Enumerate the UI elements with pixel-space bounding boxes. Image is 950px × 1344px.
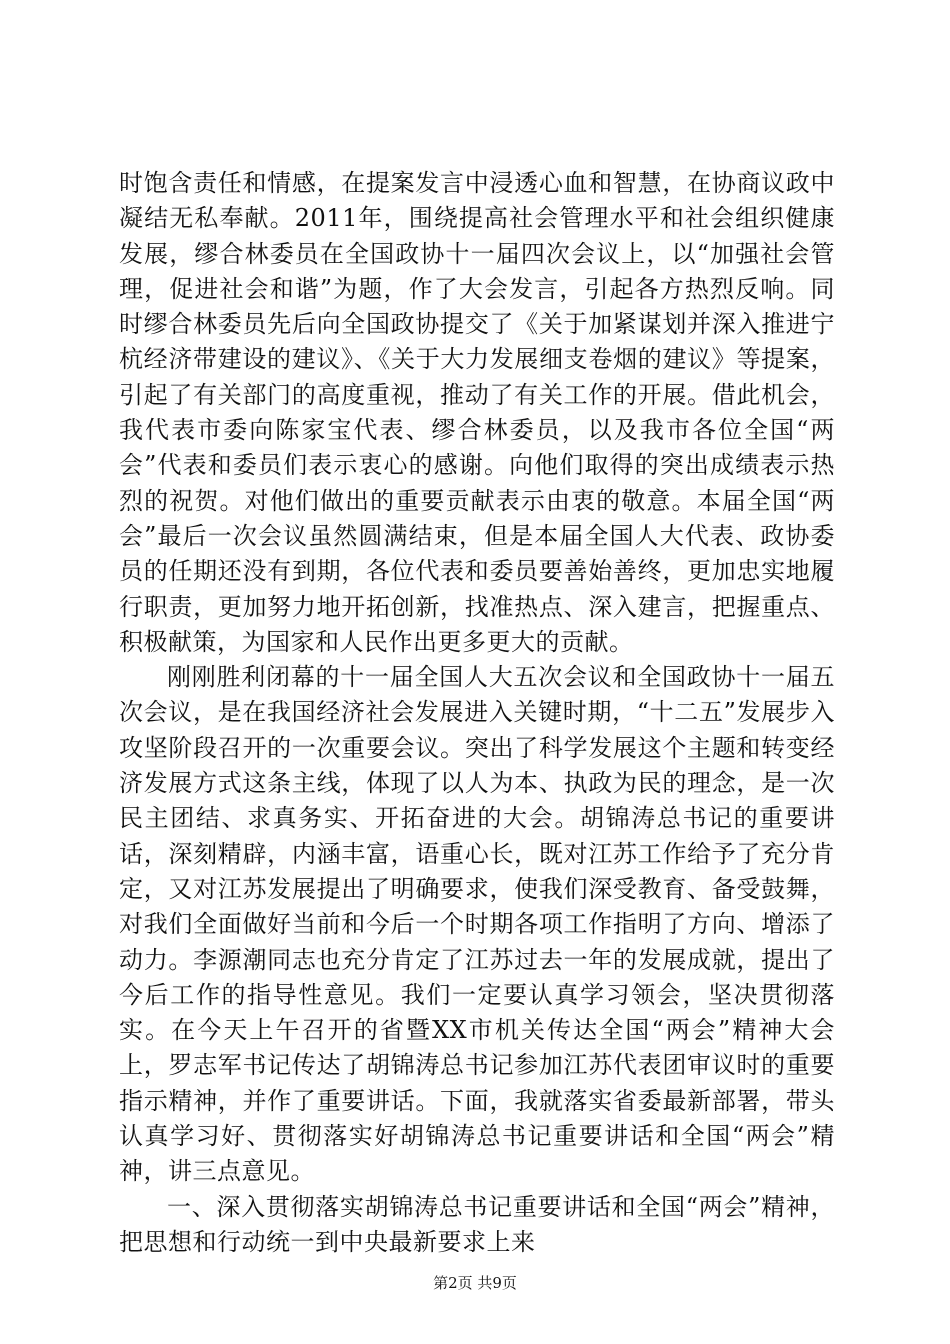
section-heading-one: 一、深入贯彻落实胡锦涛总书记重要讲话和全国“两会”精神，把思想和行动统一到中央最新要求上来 xyxy=(119,1192,835,1256)
body-text xyxy=(119,166,835,1260)
page-number-footer: 第2页 共9页 xyxy=(433,1274,517,1292)
paragraph-two-sessions-summary: 刚刚胜利闭幕的十一届全国人大五次会议和全国政协十一届五次会议，是在我国经济社会发展进入关键时期，“十二五”发展步入攻坚阶段召开的一次重要会议。突出了科学发展这个主题和转变经济发展方式这条主线，体现了以人为本、执政为民的理念，是一次民主团结、求真务实、开拓奋进的大会。胡锦涛总书记的重要讲话，深刻精辟，内涵丰富，语重心长，既对江苏工作给予了充分肯定，又对江苏发展提出了明确要求，使我们深受教育、备受鼓舞，对我们全面做好当前和今后一个时期各项工作指明了方向、增添了动力。李源潮同志也充分肯定了江苏过去一年的发展成就，提出了今后工作的指导性意见。我们一定要认真学习领会，坚决贯彻落实。在今天上午召开的省暨XX市机关传达全国“两会”精神大会上，罗志军书记传达了胡锦涛总书记参加江苏代表团审议时的重要指示精神，并作了重要讲话。下面，我就落实省委最新部署，带头认真学习好、贯彻落实好胡锦涛总书记重要讲话和全国“两会”精神，讲三点意见。 xyxy=(119,663,835,1186)
paragraph-continuation: 时饱含责任和情感，在提案发言中浸透心血和智慧，在协商议政中凝结无私奉献。2011年，围绕提高社会管理水平和社会组织健康发展，缪合林委员在全国政协十一届四次会议上，以“加强社会管理，促进社会和谐”为题，作了大会发言，引起各方热烈反响。同时缪合林委员先后向全国政协提交了《关于加紧谋划并深入推进宁杭经济带建设的建议》、《关于大力发展细支卷烟的建议》等提案，引起了有关部门的高度重视，推动了有关工作的开展。借此机会，我代表市委向陈家宝代表、缪合林委员，以及我市各位全国“两会”代表和委员们表示衷心的感谢。向他们取得的突出成绩表示热烈的祝贺。对他们做出的重要贡献表示由衷的敬意。本届全国“两会”最后一次会议虽然圆满结束，但是本届全国人大代表、政协委员的任期还没有到期，各位代表和委员要善始善终，更加忠实地履行职责，更加努力地开拓创新，找准热点、深入建言，把握重点、积极献策，为国家和人民作出更多更大的贡献。 xyxy=(119,169,835,656)
